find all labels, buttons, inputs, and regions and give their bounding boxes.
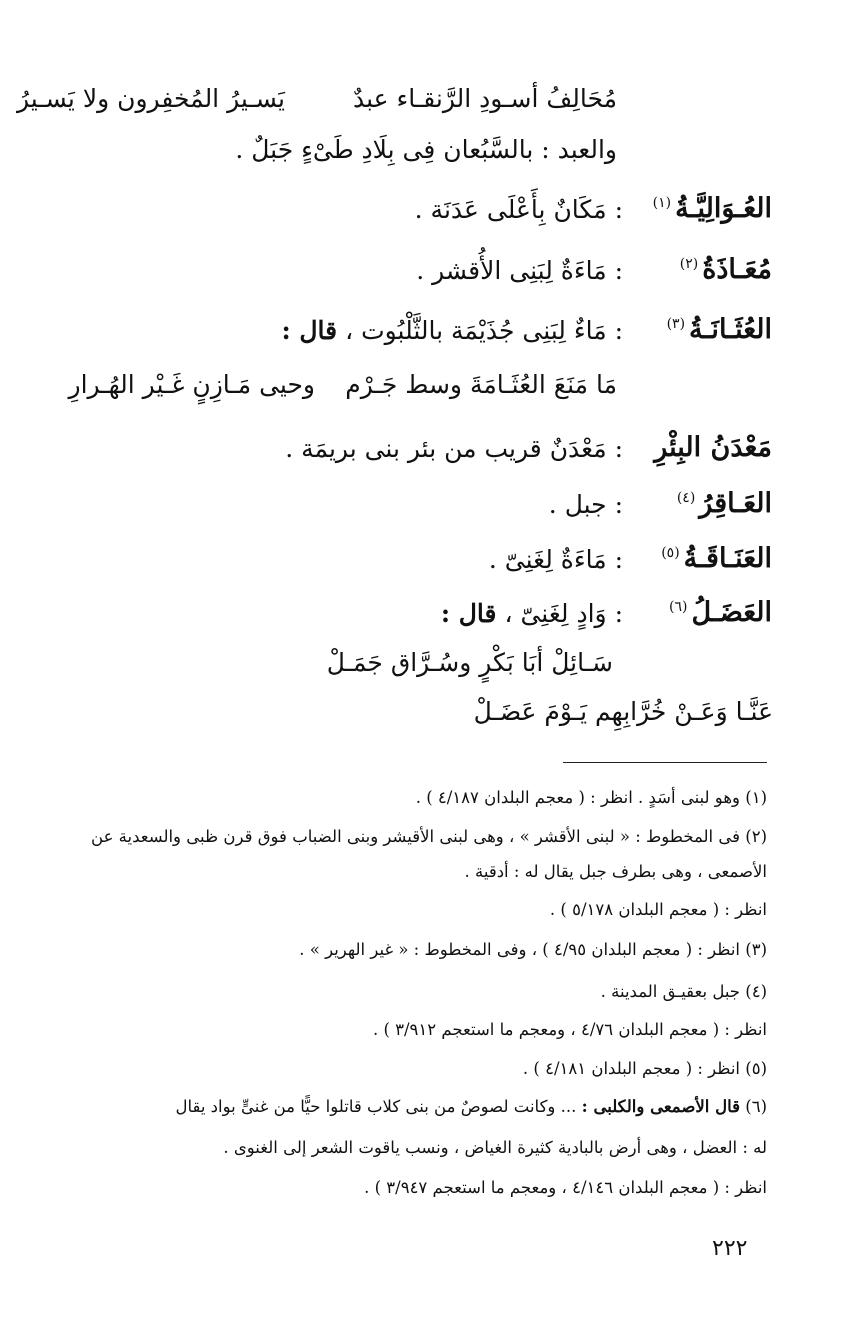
footnote-ref-3: (٣) [666, 316, 686, 332]
footnote-6-line-3: انظر : ( معجم البلدان ٤/١٤٦ ، ومعجم ما استعجم ٣/٩٤٧ ) . [364, 1178, 767, 1197]
footnote-4-line-2: انظر : ( معجم البلدان ٤/٧٦ ، ومعجم ما استعجم ٣/٩١٢ ) . [372, 1020, 767, 1039]
footnote-4-line-1: (٤) جبل بعقيـق المدينة . [600, 982, 767, 1001]
entry-definition-madan-albir: : مَعْدَنٌ قريب من بئر بنى بريمَة . [285, 434, 623, 463]
entry-term-adal: العَضَـلُ$^{(٦)}$ [669, 597, 772, 628]
footnote-1: (١) وهو لبنى أسَدٍ . انظر : ( معجم البلدان ٤/١٨٧ ) . [415, 788, 767, 807]
footnote-6-line-1: (٦) قال الأصمعى والكلبى : ... وكانت لصوصٌ من بنى كلاب قاتلوا حيًّا من غنىٍّ بواد يقال [175, 1097, 767, 1116]
footnote-ref-1: (١) [652, 195, 672, 211]
footnote-2-line-3: انظر : ( معجم البلدان ٥/١٧٨ ) . [549, 900, 767, 919]
entry-term-uthana: العُثَـانَـةُ$^{(٣)}$ [666, 314, 772, 345]
footnote-separator [563, 762, 767, 763]
qala-label: قال : [440, 599, 497, 628]
entry-term-aqir: العَـاقِرُ$^{(٤)}$ [676, 488, 772, 519]
footnote-6-source: قال الأصمعى والكلبى : [581, 1097, 740, 1116]
verse-top-hemistich-1: مُحَالِفُ أسـودِ الرَّنقـاء عبدٌ [353, 84, 617, 113]
entry-term-anaqa: العَنَـاقَـةُ$^{(٥)}$ [661, 543, 772, 574]
footnote-5: (٥) انظر : ( معجم البلدان ٤/١٨١ ) . [522, 1059, 767, 1078]
entry-definition-uthana: : مَاءٌ لِبَنِى جُذَيْمَة بالثَّلْبُوت ، قال : [281, 316, 623, 345]
page-number: ٢٢٢ [712, 1236, 748, 1261]
verse-top-hemistich-2: يَسـيرُ المُخفِرون ولا يَسـيرُ [16, 84, 285, 113]
footnote-ref-4: (٤) [676, 490, 696, 506]
verse-adal-line-1: سَـائِلْ أبَا بَكْرٍ وسُـرَّاق جَمَـلْ [326, 648, 613, 677]
footnote-ref-5: (٥) [661, 545, 680, 561]
verse-top-line-2: والعبد : بالسَّبُعان فِى بِلَادِ طَىْءٍ جَبَلٌ . [235, 135, 617, 164]
footnote-ref-2: (٢) [679, 256, 699, 272]
entry-term-awaliyya: العُـوَالِيَّـةُ$^{(١)}$ [652, 193, 772, 224]
entry-definition-muadha: : مَاءَةٌ لِبَنِى الأُقشر . [416, 256, 623, 285]
entry-definition-awaliyya: : مَكَانٌ بِأَعْلَى عَدَنَة . [414, 195, 623, 224]
verse-uthana-hemistich-2: وحيى مَـازِنٍ غَـيْر الهُـرارِ [68, 370, 315, 399]
footnote-ref-6: (٦) [669, 599, 688, 615]
entry-term-madan-albir: مَعْدَنُ البِئْرِ [654, 432, 772, 463]
footnote-3: (٣) انظر : ( معجم البلدان ٤/٩٥ ) ، وفى المخطوط : « غير الهرير » . [299, 940, 767, 959]
footnote-6-line-2: له : العضل ، وهى أرض بالبادية كثيرة الغياض ، ونسب ياقوت الشعر إلى الغنوى . [223, 1138, 767, 1157]
footnote-2-line-1: (٢) فى المخطوط : « لبنى الأقشر » ، وهى لبنى الأقيشر وبنى الضباب فوق قرن ظبى والسعدية عن [91, 827, 767, 846]
entry-definition-adal: : وَادٍ لِغَنِىّ ، قال : [440, 599, 623, 628]
entry-definition-anaqa: : مَاءَةٌ لِغَنِىّ . [488, 545, 623, 574]
entry-definition-aqir: : جبل . [548, 490, 623, 519]
footnote-2-line-2: الأصمعى ، وهى بطرف جبل يقال له : أدقية . [464, 862, 767, 881]
entry-term-muadha: مُعَـاذَةُ$^{(٢)}$ [679, 254, 772, 285]
verse-uthana-hemistich-1: مَا مَنَعَ العُثَـامَةَ وسط جَـرْم [345, 370, 617, 399]
qala-label: قال : [281, 316, 338, 345]
verse-adal-line-2: عَنَّـا وَعَـنْ خُرَّابِهِم يَـوْمَ عَضَـلْ [473, 697, 773, 726]
